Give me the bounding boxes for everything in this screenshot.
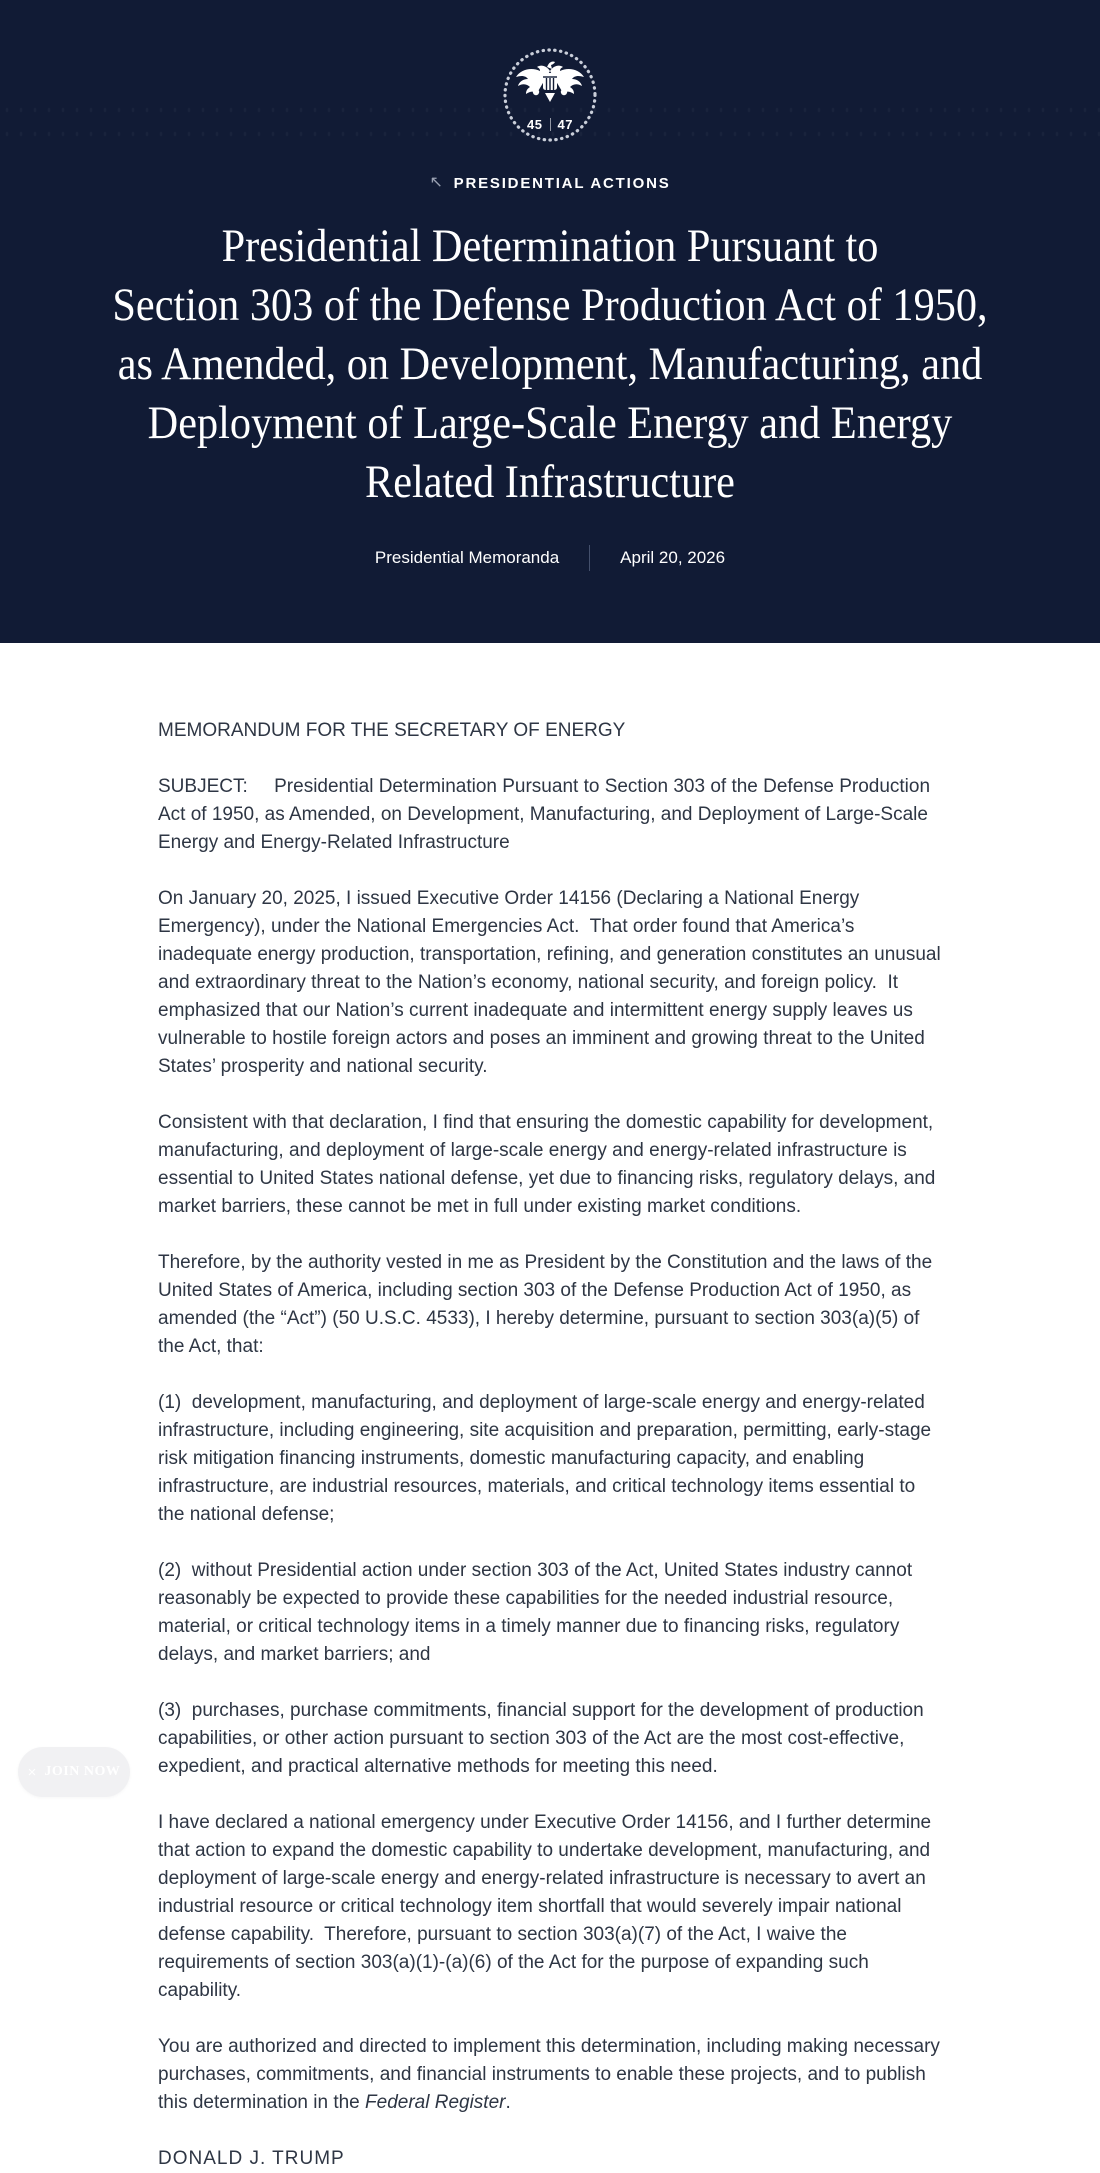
memo-paragraph: (3) purchases, purchase commitments, financial support for the development of production capabilities, or other action pursuant to section 303 of the Act are the most cost-effective, expedient, and practical alternative methods for meeting this need. xyxy=(158,1700,929,1777)
memo-paragraph: (1) development, manufacturing, and deployment of large-scale energy and energy-related infrastructure, including engineering, site acquisition and preparation, permitting, early-stage risk mitigation financing instruments, domestic manufacturing capacity, and enabling infrastructure, are industrial resources, materials, and critical technology items essential to the national defense; xyxy=(158,1392,937,1525)
presidential-seal xyxy=(500,45,600,145)
join-now-label: JOIN NOW xyxy=(44,1764,121,1779)
closing-period: . xyxy=(505,2092,511,2113)
title-line: Deployment of Large-Scale Energy and Energy xyxy=(147,397,953,449)
closing-text: You are authorized and directed to implement this determination, including making necessary purchases, commitments, and financial instruments to enable these projects, and to publish this determination in the xyxy=(158,2036,946,2113)
title-line: Presidential Determination Pursuant to xyxy=(221,220,879,272)
signature-name: DONALD J. TRUMP xyxy=(158,2148,345,2169)
arrow-up-left-icon: ↖ xyxy=(429,174,445,191)
meta-divider xyxy=(589,545,590,571)
seal-number-47: 47 xyxy=(557,117,573,132)
join-now-button[interactable] xyxy=(18,1747,130,1797)
seal-number-45: 45 xyxy=(527,117,543,132)
title-line: Section 303 of the Defense Production Act of 1950, xyxy=(112,279,988,331)
seal-term-numbers xyxy=(500,117,600,132)
memo-paragraph: Consistent with that declaration, I find that ensuring the domestic capability for development, manufacturing, and deployment of large-scale energy and energy-related infrastructure is essential to United States national defense, yet due to financing risks, regulatory delays, and market barriers, these cannot be met in full under existing market conditions. xyxy=(158,1112,941,1217)
hero-header xyxy=(0,0,1100,643)
close-icon[interactable]: × xyxy=(27,1763,37,1781)
breadcrumb-label: PRESIDENTIAL ACTIONS xyxy=(453,174,671,192)
document-meta xyxy=(0,545,1100,571)
memo-subject: SUBJECT: Presidential Determination Pursuant to Section 303 of the Defense Production Act of 1950, as Amended, on Development, Manufacturing, and Deployment of Large-Scale Energy and Energy-Related Infrastructure xyxy=(158,776,935,853)
memo-paragraph: On January 20, 2025, I issued Executive Order 14156 (Declaring a National Energy Emergency), under the National Emergencies Act. That order found that America’s inadequate energy production, transportation, refining, and generation constitutes an unusual and extraordinary threat to the Nation’s economy, national security, and foreign policy. It emphasized that our Nation’s current inadequate and intermittent energy supply leaves us vulnerable to hostile foreign actors and poses an imminent and growing threat to the United States’ prosperity and national security. xyxy=(158,888,946,1077)
memo-closing-paragraph xyxy=(158,2033,946,2117)
breadcrumb-presidential-actions[interactable] xyxy=(429,173,670,193)
federal-register-italic: Federal Register xyxy=(365,2092,506,2113)
meta-category-link[interactable]: Presidential Memoranda xyxy=(374,548,560,567)
memo-addressee: MEMORANDUM FOR THE SECRETARY OF ENERGY xyxy=(158,720,626,741)
page-title xyxy=(55,217,1045,512)
meta-date: April 20, 2026 xyxy=(620,548,726,567)
title-line: as Amended, on Development, Manufacturing, and xyxy=(117,338,983,390)
memo-body xyxy=(158,643,946,2173)
title-line: Related Infrastructure xyxy=(365,456,735,508)
memo-paragraph: Therefore, by the authority vested in me as President by the Constitution and the laws of the United States of America, including section 303 of the Defense Production Act of 1950, as amended (the “Act”) (50 U.S.C. 4533), I hereby determine, pursuant to section 303(a)(5) of the Act, that: xyxy=(158,1252,938,1357)
memo-paragraph: (2) without Presidential action under section 303 of the Act, United States industry cannot reasonably be expected to provide these capabilities for the needed industrial resource, material, or critical technology items in a timely manner due to financing risks, regulatory delays, and market barriers; and xyxy=(158,1560,918,1665)
memo-paragraph: I have declared a national emergency under Executive Order 14156, and I further determine that action to expand the domestic capability to undertake development, manufacturing, and deployment of large-scale energy and energy-related infrastructure is necessary to avert an industrial resource or critical technology item shortfall that would severely impair national defense capability. Therefore, pursuant to section 303(a)(7) of the Act, I waive the requirements of section 303(a)(1)-(a)(6) of the Act for the purpose of expanding such capability. xyxy=(158,1812,937,2001)
seal-number-divider xyxy=(550,118,551,131)
